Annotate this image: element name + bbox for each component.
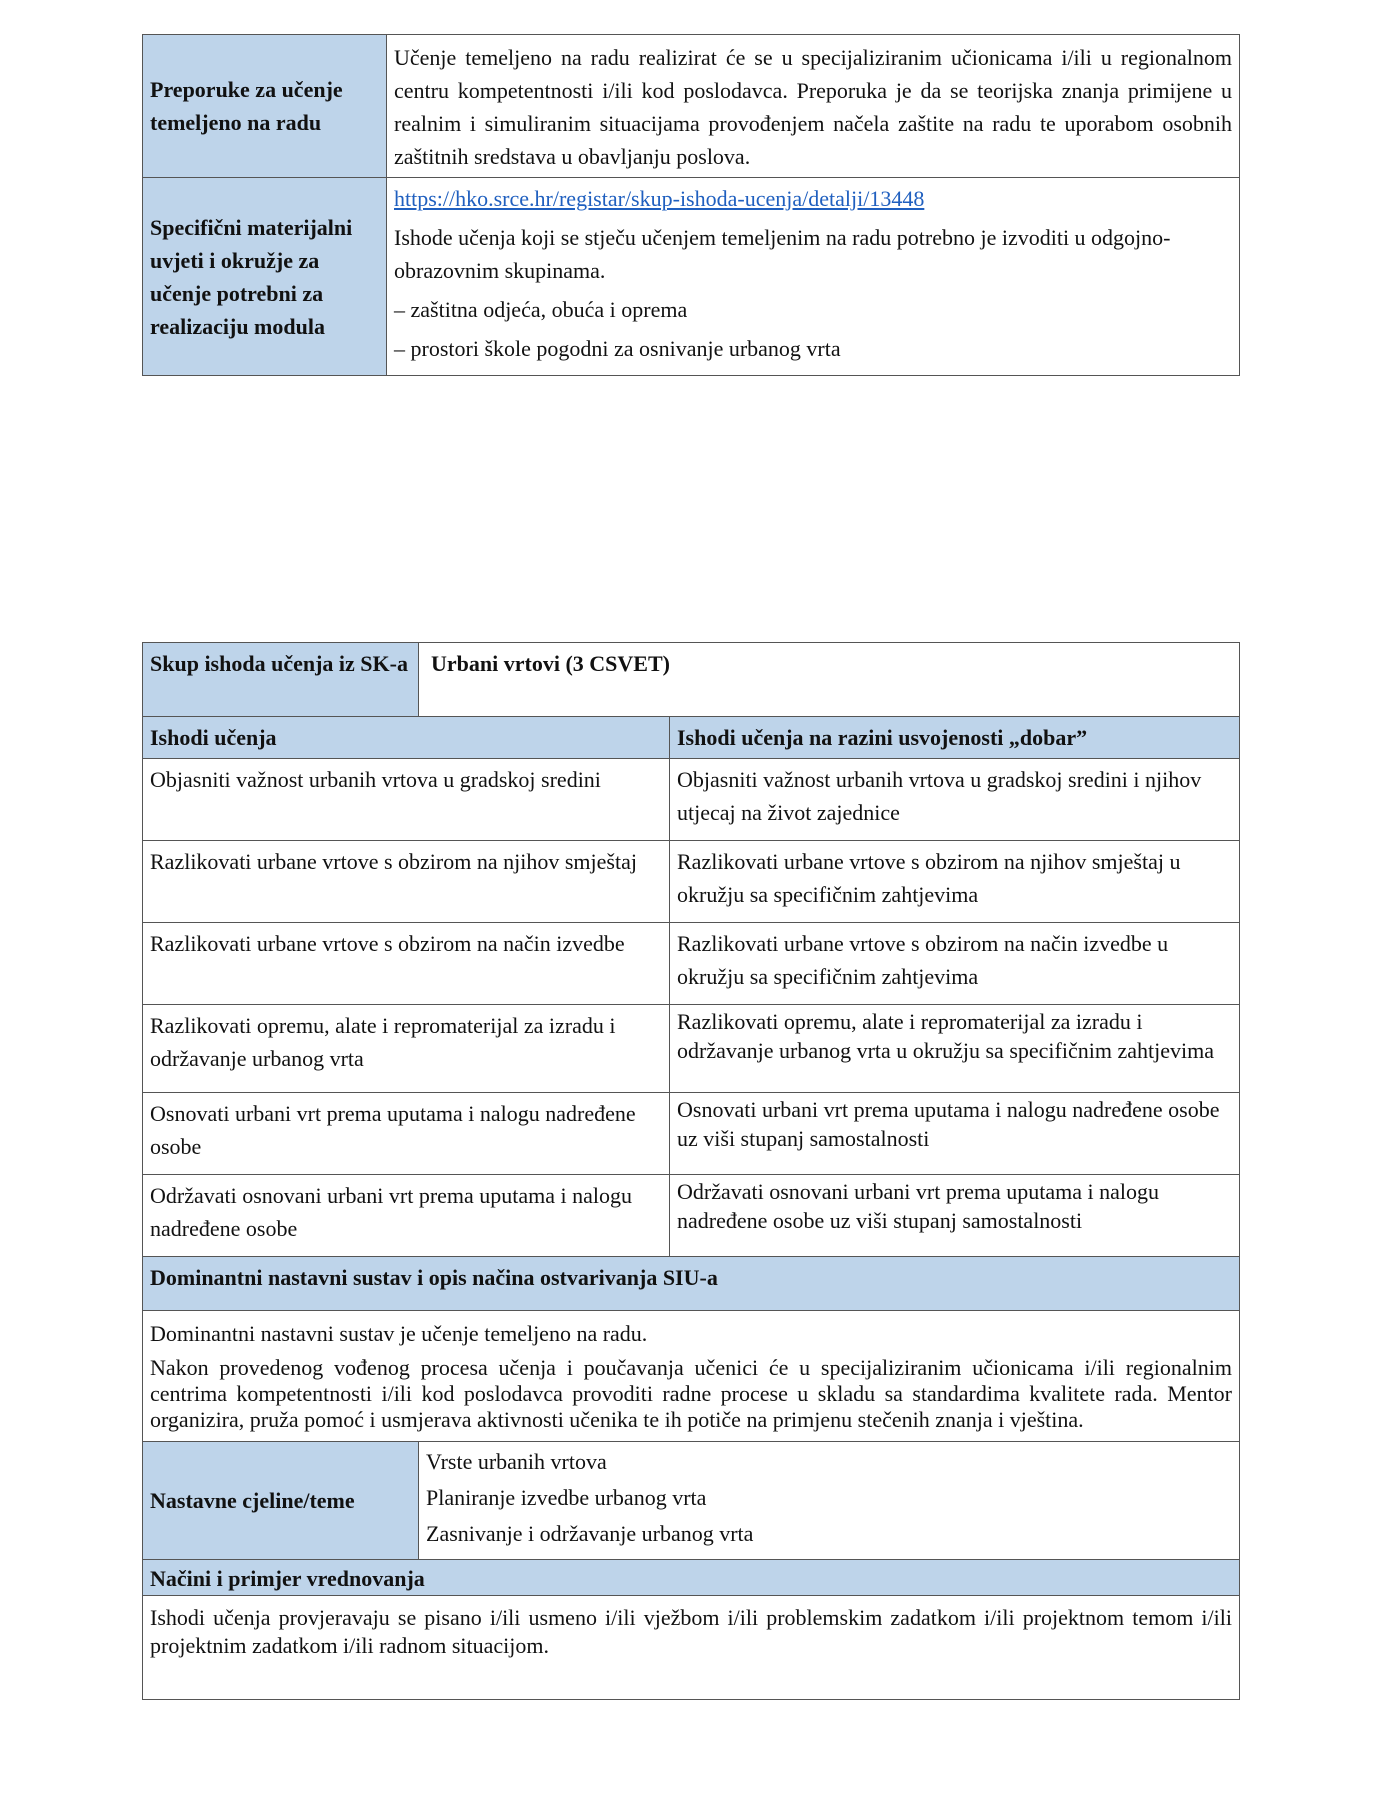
dominant-system-text-1: Dominantni nastavni sustav je učenje temeljeno na radu. [150,1321,648,1346]
table-row [143,1311,1240,1442]
table-row [143,1175,1240,1257]
material-conditions-cell [387,178,1240,376]
dominant-system-text-2: Nakon provedenog vođenog procesa učenja i poučavanja učenici će u specijaliziranim učionicama i/ili regionalnim centrima kompetentnosti i/ili kod poslodavca provoditi radne procese u skladu sa standardima kvalitete rada. Mentor organizira, pruža pomoć i usmjerava aktivnosti učenika te ih potiče na primjenu stečenih znanja i vještina. [150,1355,1232,1432]
outcome-good-cell: Osnovati urbani vrt prema uputama i nalogu nadređene osobe uz viši stupanj samostalnosti [670,1093,1240,1175]
table-row [143,841,1240,923]
material-conditions-label: Specifični materijalni uvjeti i okružje za učenje potrebni za realizaciju modula [143,178,387,376]
recommendations-text: Učenje temeljeno na radu realizirat će se u specijaliziranim učionicama i/ili u regionalnom centru kompetentnosti i/ili kod poslodavca. Preporuka je da se teorijska znanja primijene u realnim i simuliranim situacijama provođenjem načela zaštite na radu te uporabom osobnih zaštitnih sredstava u obavljanju poslova. [387,35,1240,178]
skup-value: Urbani vrtovi (3 CSVET) [419,643,1240,717]
outcome-cell: Održavati osnovani urbani vrt prema uputama i nalogu nadređene osobe [143,1175,670,1257]
topic-item: Planiranje izvedbe urbanog vrta [426,1485,707,1510]
topics-label: Nastavne cjeline/teme [143,1442,419,1560]
topic-item: Zasnivanje i održavanje urbanog vrta [426,1521,754,1546]
table-row [143,923,1240,1005]
outcome-cell: Razlikovati urbane vrtove s obzirom na njihov smještaj [143,841,670,923]
material-conditions-text: Ishode učenja koji se stječu učenjem temeljenim na radu potrebno je izvoditi u odgojno-obrazovnim skupinama. [394,225,1171,283]
table-row [143,1442,1240,1560]
list-item: – zaštitna odjeća, obuća i oprema [394,297,688,322]
skup-label: Skup ishoda učenja iz SK-a [143,643,419,717]
table-row [143,759,1240,841]
table-row [143,643,1240,717]
topic-item: Vrste urbanih vrtova [426,1449,607,1474]
outcome-cell: Osnovati urbani vrt prema uputama i nalogu nadređene osobe [143,1093,670,1175]
topics-cell [419,1442,1240,1560]
table-row [143,1257,1240,1311]
table-row [143,1560,1240,1596]
outcome-good-cell: Objasniti važnost urbanih vrtova u gradskoj sredini i njihov utjecaj na život zajednice [670,759,1240,841]
outcome-good-cell: Održavati osnovani urbani vrt prema uputama i nalogu nadređene osobe uz viši stupanj samostalnosti [670,1175,1240,1257]
outcome-cell: Razlikovati opremu, alate i repromaterijal za izradu i održavanje urbanog vrta [143,1005,670,1093]
column-header-outcomes: Ishodi učenja [143,717,670,759]
table-row [143,178,1240,376]
table-row [143,1093,1240,1175]
dominant-system-cell [143,1311,1240,1442]
hko-register-link[interactable]: https://hko.srce.hr/registar/skup-ishoda-ucenja/detalji/13448 [394,186,925,211]
table-row [143,1596,1240,1700]
outcome-good-cell: Razlikovati opremu, alate i repromaterijal za izradu i održavanje urbanog vrta u okružju sa specifičnim zahtjevima [670,1005,1240,1093]
recommendations-label: Preporuke za učenje temeljeno na radu [143,35,387,178]
outcome-cell: Objasniti važnost urbanih vrtova u gradskoj sredini [143,759,670,841]
outcome-cell: Razlikovati urbane vrtove s obzirom na način izvedbe [143,923,670,1005]
learning-outcomes-table [142,642,1240,1700]
outcome-good-cell: Razlikovati urbane vrtove s obzirom na način izvedbe u okružju sa specifičnim zahtjevima [670,923,1240,1005]
evaluation-text: Ishodi učenja provjeravaju se pisano i/ili usmeno i/ili vježbom i/ili problemskim zadatkom i/ili projektnom temom i/ili projektnim zadatkom i/ili radnom situacijom. [143,1596,1240,1700]
outcome-good-cell: Razlikovati urbane vrtove s obzirom na njihov smještaj u okružju sa specifičnim zahtjevima [670,841,1240,923]
table-row [143,35,1240,178]
evaluation-header: Načini i primjer vrednovanja [143,1560,1240,1596]
table-row [143,1005,1240,1093]
list-item: – prostori škole pogodni za osnivanje urbanog vrta [394,336,841,361]
column-header-good-level: Ishodi učenja na razini usvojenosti „dobar” [670,717,1240,759]
work-based-learning-table [142,34,1240,376]
table-row [143,717,1240,759]
dominant-system-header: Dominantni nastavni sustav i opis načina ostvarivanja SIU-a [143,1257,1240,1311]
